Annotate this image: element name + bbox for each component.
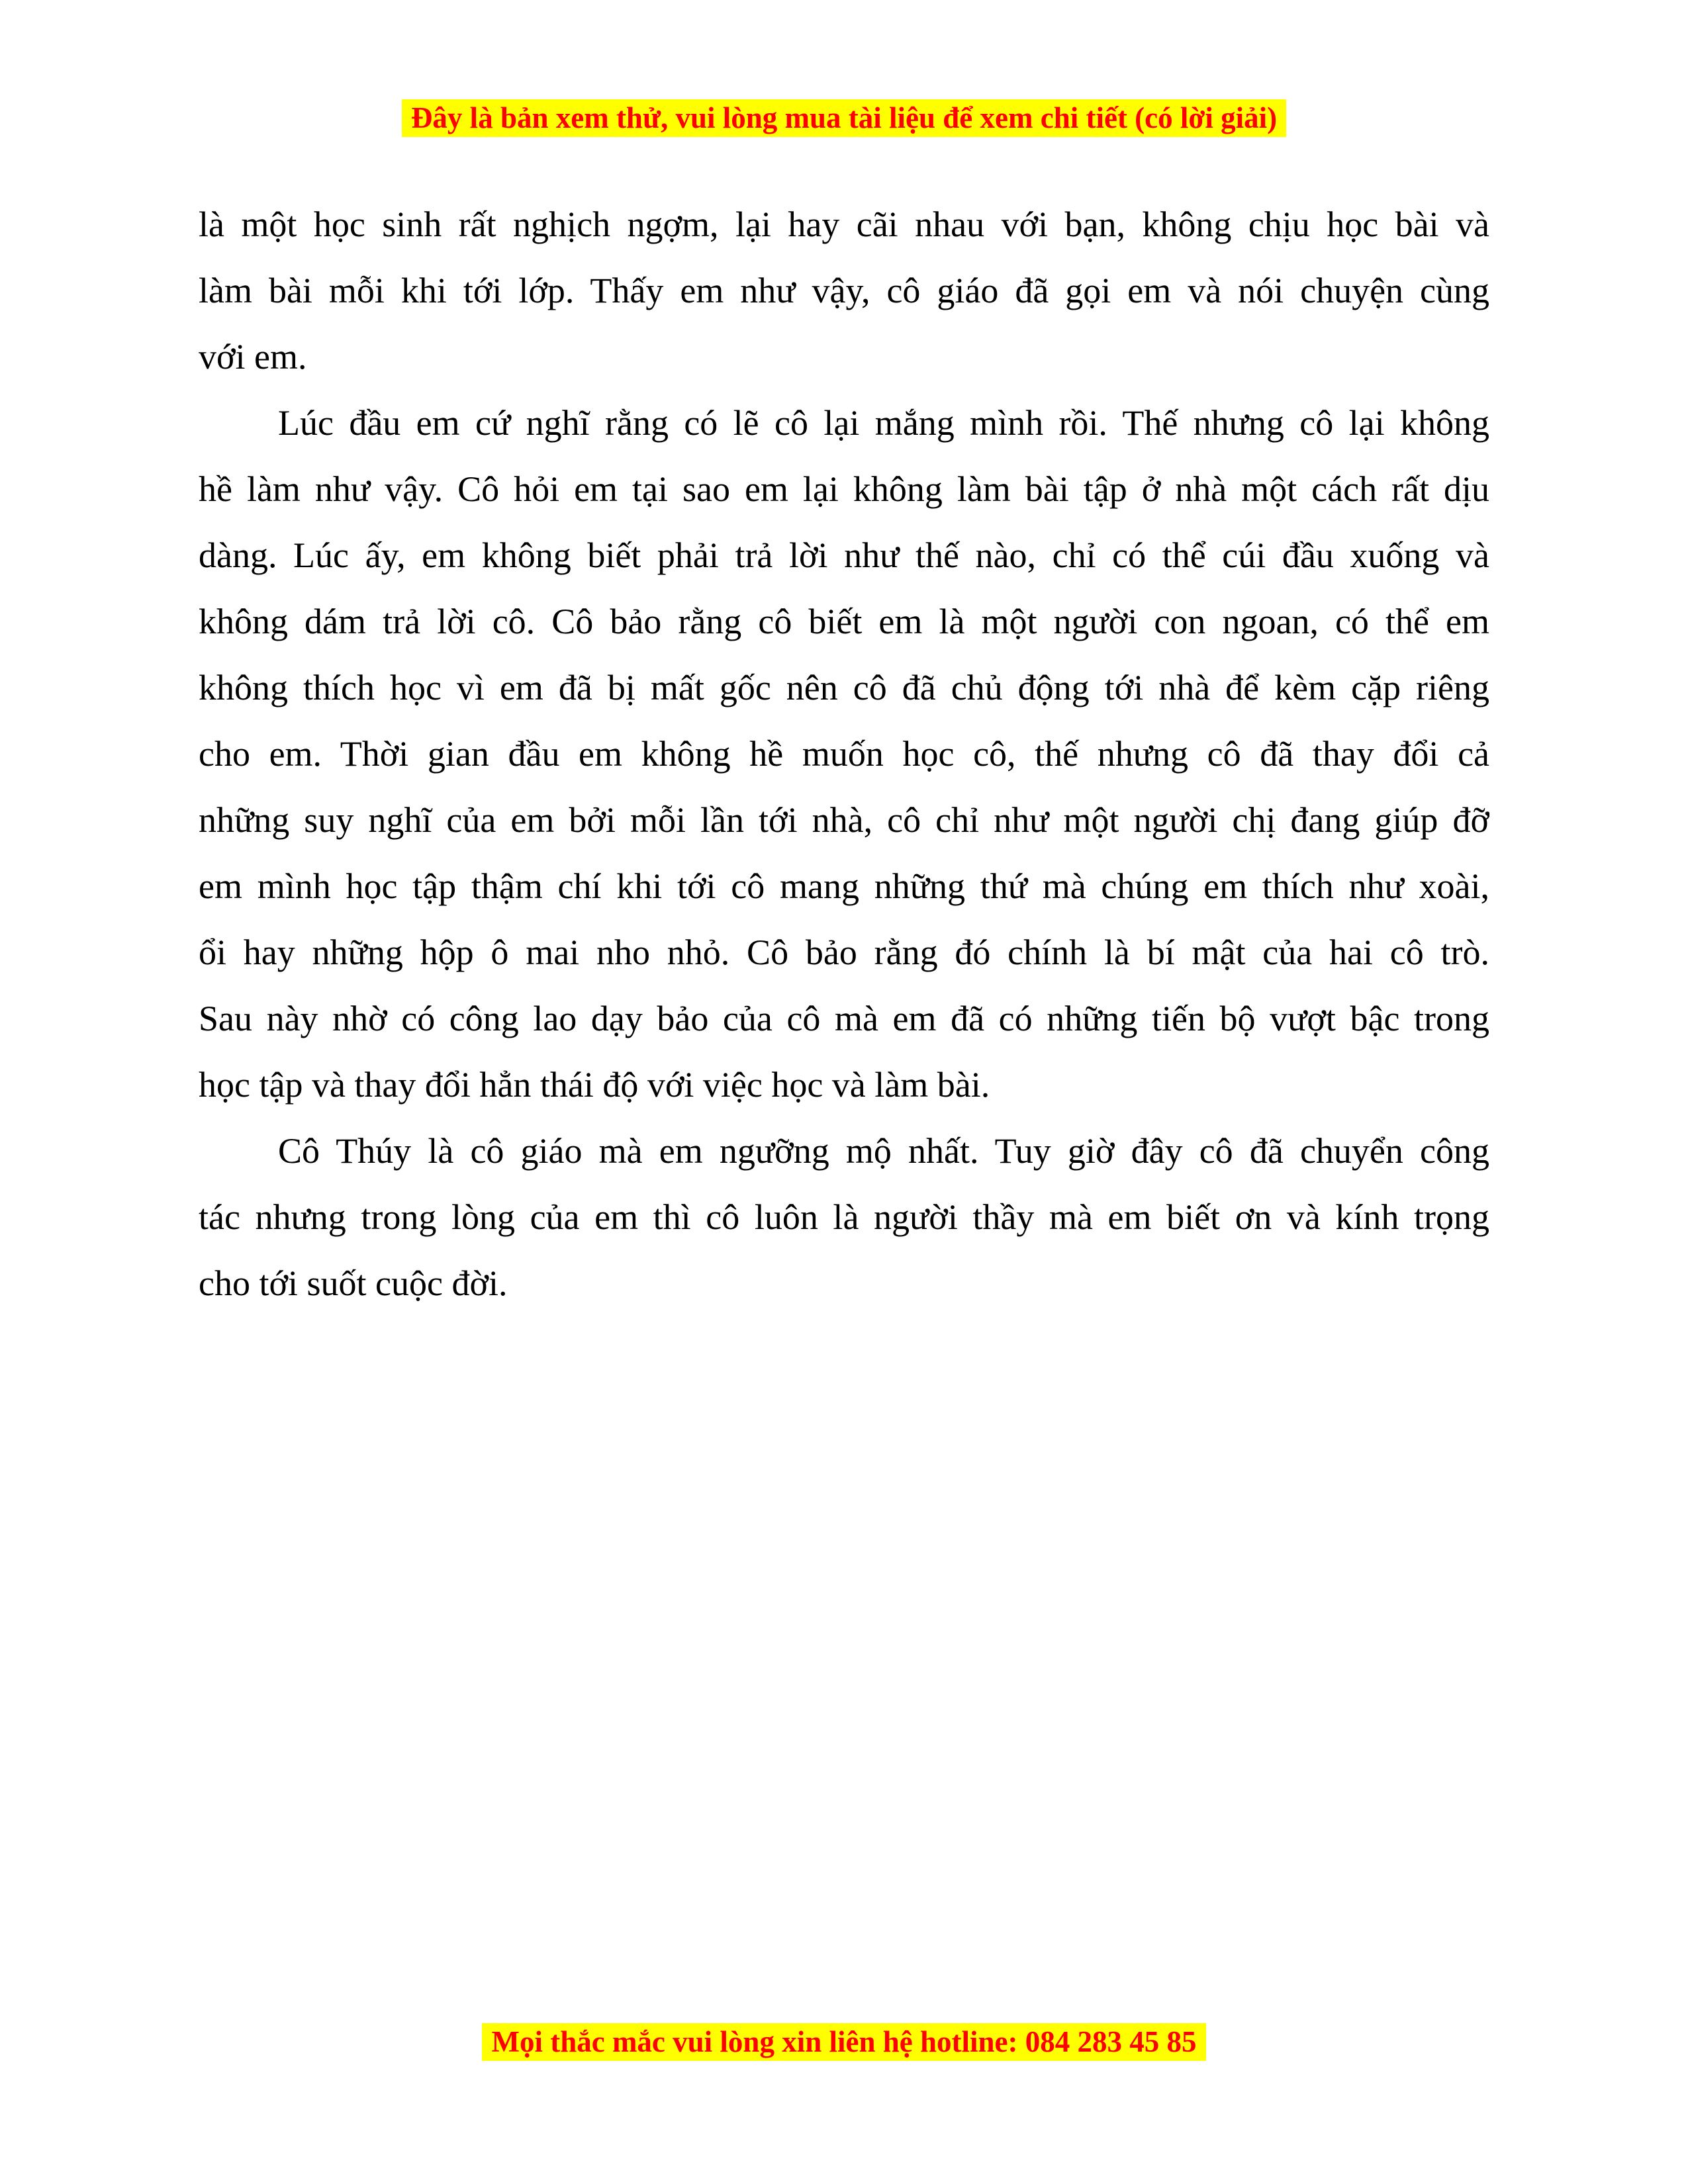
text-line: không thích học vì em đã bị mất gốc nên cô đã chủ động tới nhà để kèm cặp riêng (199, 668, 1489, 707)
text-line: học tập và thay đổi hẳn thái độ với việc học và làm bài. (199, 1065, 990, 1105)
text-line: ổi hay những hộp ô mai nho nhỏ. Cô bảo rằng đó chính là bí mật của hai cô trò. (199, 933, 1489, 972)
text-line: làm bài mỗi khi tới lớp. Thấy em như vậy, cô giáo đã gọi em và nói chuyện cùng (199, 271, 1489, 310)
text-line: hề làm như vậy. Cô hỏi em tại sao em lại không làm bài tập ở nhà một cách rất dịu (199, 469, 1489, 509)
text-line: em mình học tập thậm chí khi tới cô mang những thứ mà chúng em thích như xoài, (199, 866, 1489, 906)
text-line: với em. (199, 337, 307, 377)
text-line: những suy nghĩ của em bởi mỗi lần tới nhà, cô chỉ như một người chị đang giúp đỡ (199, 800, 1489, 840)
text-line: không dám trả lời cô. Cô bảo rằng cô biết em là một người con ngoan, có thể em (199, 602, 1489, 641)
hotline-notice-text: Mọi thắc mắc vui lòng xin liên hệ hotline: 084 283 45 85 (482, 2023, 1205, 2061)
preview-notice-text: Đây là bản xem thử, vui lòng mua tài liệu để xem chi tiết (có lời giải) (402, 99, 1286, 137)
text-line: là một học sinh rất nghịch ngợm, lại hay cãi nhau với bạn, không chịu học bài và (199, 205, 1489, 244)
text-line: tác nhưng trong lòng của em thì cô luôn là người thầy mà em biết ơn và kính trọng (199, 1197, 1489, 1237)
text-line: Sau này nhờ có công lao dạy bảo của cô mà em đã có những tiến bộ vượt bậc trong (199, 999, 1489, 1038)
preview-notice-banner (0, 99, 1688, 137)
text-line: dàng. Lúc ấy, em không biết phải trả lời như thế nào, chỉ có thể cúi đầu xuống và (199, 535, 1489, 575)
text-line: Cô Thúy là cô giáo mà em ngưỡng mộ nhất. Tuy giờ đây cô đã chuyển công (278, 1131, 1489, 1171)
paragraph (199, 191, 1489, 390)
text-line: cho tới suốt cuộc đời. (199, 1263, 508, 1303)
text-line: cho em. Thời gian đầu em không hề muốn học cô, thế nhưng cô đã thay đổi cả (199, 734, 1489, 774)
document-body (199, 191, 1489, 1316)
hotline-notice-banner (0, 2023, 1688, 2061)
text-line: Lúc đầu em cứ nghĩ rằng có lẽ cô lại mắng mình rồi. Thế nhưng cô lại không (278, 403, 1489, 443)
paragraph (199, 1118, 1489, 1316)
paragraph (199, 390, 1489, 1118)
